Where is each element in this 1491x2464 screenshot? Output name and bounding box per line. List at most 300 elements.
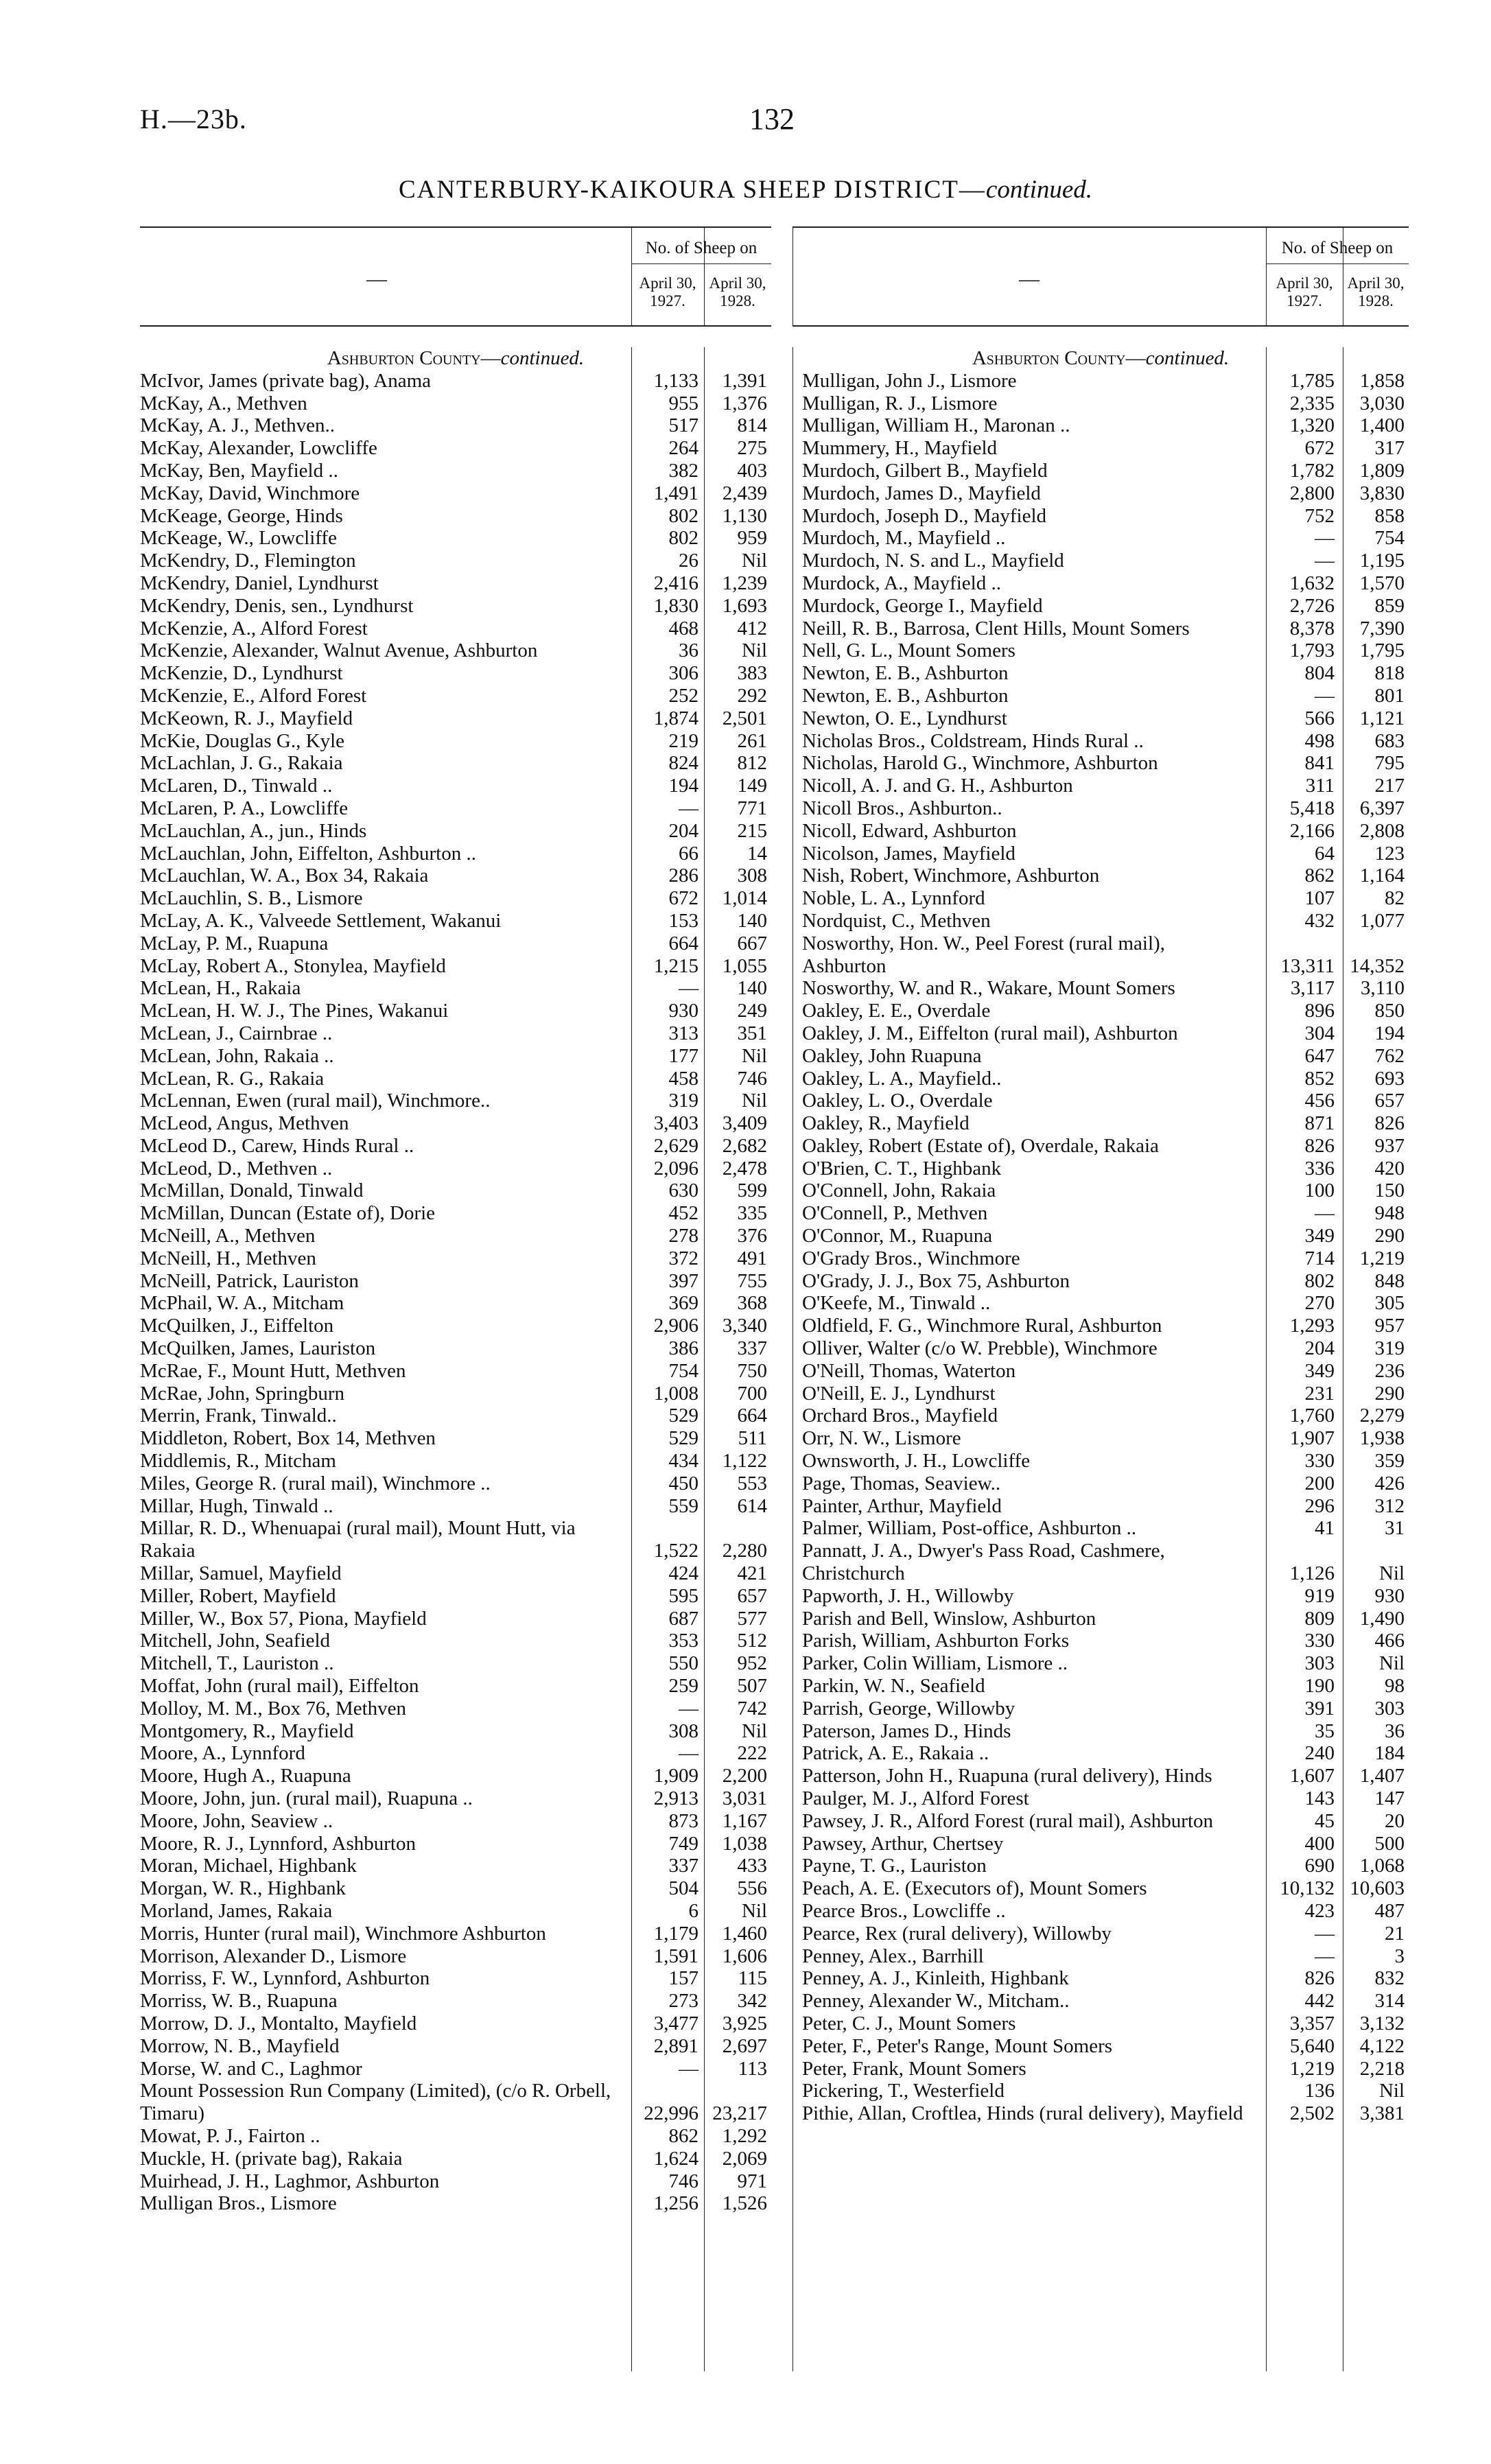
table-row (140, 2170, 771, 2193)
owner-name: McKendry, Denis, sen., Lyndhurst (140, 595, 627, 618)
sheep-1927: 1,785 (1289, 369, 1335, 392)
owner-name: McPhail, W. A., Mitcham (140, 1292, 627, 1315)
sheep-1927: 349 (1304, 1359, 1335, 1382)
owner-name: Moffat, John (rural mail), Eiffelton (140, 1675, 627, 1698)
owner-name: Orchard Bros., Mayfield (802, 1405, 1259, 1427)
owner-name: Nish, Robert, Winchmore, Ashburton (802, 865, 1259, 887)
owner-name: Moore, Hugh A., Ruapuna (140, 1765, 627, 1787)
table-row (802, 662, 1409, 685)
owner-name: Noble, L. A., Lynnford (802, 887, 1259, 910)
table-row (802, 820, 1409, 843)
table-row (802, 1068, 1409, 1090)
sheep-1927: 450 (668, 1472, 698, 1494)
table-row (802, 595, 1409, 618)
sheep-1927: 1,607 (1289, 1765, 1335, 1787)
table-row (140, 1923, 771, 1945)
sheep-1928: Nil (1378, 1562, 1405, 1585)
sheep-1928: 512 (737, 1630, 767, 1652)
owner-name: Middlemis, R., Mitcham (140, 1450, 627, 1472)
owner-name: Nicholas, Harold G., Winchmore, Ashburton (802, 752, 1259, 775)
sheep-1928: 1,391 (722, 369, 767, 392)
owner-name: Oakley, J. M., Eiffelton (rural mail), Ashburton (802, 1022, 1259, 1045)
table-row (802, 1652, 1409, 1675)
table-row (802, 1180, 1409, 1202)
owner-name: Oakley, R., Mayfield (802, 1112, 1259, 1135)
table-row (140, 977, 771, 1000)
table-row (802, 1112, 1409, 1135)
owner-name: Merrin, Frank, Tinwald.. (140, 1405, 627, 1427)
owner-name: McLeod, D., Methven .. (140, 1158, 627, 1180)
owner-name: Oakley, John Ruapuna (802, 1045, 1259, 1068)
sheep-1928: 746 (737, 1067, 767, 1090)
sheep-1927: 1,874 (653, 707, 698, 729)
sheep-1927: 434 (668, 1450, 698, 1472)
table-row (802, 1675, 1409, 1698)
owner-name: Pawsey, J. R., Alford Forest (rural mail), Ashburton (802, 1810, 1259, 1833)
sheep-1928: 511 (738, 1427, 767, 1450)
table-row (140, 595, 771, 618)
owner-name: McLean, John, Rakaia .. (140, 1045, 627, 1068)
sheep-1927: 826 (1304, 1967, 1335, 1990)
table-row (140, 505, 771, 528)
owner-name: Parish, William, Ashburton Forks (802, 1630, 1259, 1652)
sheep-1927: 1,522 (653, 1540, 698, 1562)
header-dash: — (366, 268, 387, 290)
sheep-1927: 1,760 (1289, 1405, 1335, 1427)
owner-name: Oakley, Robert (Estate of), Overdale, Rakaia (802, 1135, 1259, 1158)
sheep-1927: 397 (668, 1269, 698, 1292)
owner-name: Millar, Samuel, Mayfield (140, 1562, 627, 1585)
header-col-1927: April 30, 1927. (1276, 274, 1333, 309)
sheep-1927: 3,477 (653, 2012, 698, 2034)
table-row (802, 1855, 1409, 1877)
sheep-1928: 959 (737, 527, 767, 550)
sheep-1928: 693 (1374, 1067, 1405, 1090)
sheep-1928: 2,439 (722, 482, 767, 504)
owner-name: McLaren, D., Tinwald .. (140, 775, 627, 797)
table-row (802, 1540, 1409, 1585)
table-row (802, 707, 1409, 730)
sheep-1927: 826 (1304, 1134, 1335, 1157)
table-row (802, 1608, 1409, 1630)
owner-name: O'Neill, Thomas, Waterton (802, 1360, 1259, 1383)
table-row (802, 1810, 1409, 1833)
sheep-1928: 36 (1385, 1720, 1405, 1742)
owner-name: Newton, E. B., Ashburton (802, 685, 1259, 707)
table-row (140, 707, 771, 730)
sheep-1928: 2,218 (1359, 2057, 1405, 2080)
header-col-1928: April 30, 1928. (709, 274, 766, 309)
table-row (140, 1292, 771, 1315)
table-row (802, 1383, 1409, 1405)
table-row (140, 1112, 771, 1135)
sheep-1927: 873 (668, 1809, 698, 1832)
sheep-1928: 599 (737, 1180, 767, 1202)
table-row (140, 1765, 771, 1787)
table-row (802, 1158, 1409, 1180)
sheep-1928: 7,390 (1359, 617, 1405, 640)
table-row (802, 910, 1409, 932)
sheep-1927: 1,624 (653, 2147, 698, 2170)
sheep-1928: 750 (737, 1359, 767, 1382)
sheep-1927: 1,793 (1289, 640, 1335, 662)
table-row (802, 1990, 1409, 2013)
sheep-1927: — (679, 1742, 698, 1765)
table-row (140, 2125, 771, 2148)
right-table (793, 226, 1409, 2125)
table-row (802, 775, 1409, 797)
sheep-1928: 82 (1385, 887, 1405, 910)
sheep-1927: 41 (1315, 1517, 1335, 1540)
sheep-1928: 1,376 (722, 392, 767, 414)
sheep-1928: 3,409 (722, 1112, 767, 1135)
sheep-1927: 559 (668, 1494, 698, 1517)
owner-name: McLeod D., Carew, Hinds Rural .. (140, 1135, 627, 1158)
sheep-1927: 442 (1304, 1990, 1335, 2013)
owner-name: Moore, John, Seaview .. (140, 1810, 627, 1833)
table-row (140, 1315, 771, 1337)
table-row (140, 1787, 771, 1810)
sheep-1928: 818 (1374, 662, 1405, 685)
owner-name: O'Brien, C. T., Highbank (802, 1158, 1259, 1180)
owner-name: Murdoch, Gilbert B., Mayfield (802, 460, 1259, 482)
sheep-1928: 1,164 (1359, 865, 1405, 887)
table-row (140, 1360, 771, 1383)
header-group-label: No. of Sheep on (1281, 239, 1394, 257)
sheep-1927: 595 (668, 1584, 698, 1607)
sheep-1928: Nil (741, 550, 767, 572)
sheep-1927: 136 (1304, 2080, 1335, 2102)
owner-name: Molloy, M. M., Box 76, Methven (140, 1698, 627, 1720)
sheep-1927: 303 (1304, 1652, 1335, 1675)
table-row (140, 1270, 771, 1293)
sheep-1927: 423 (1304, 1899, 1335, 1922)
table-row (140, 1608, 771, 1630)
table-row (140, 1045, 771, 1068)
table-row (802, 797, 1409, 820)
owner-name: McKenzie, D., Lyndhurst (140, 662, 627, 685)
sheep-1928: 21 (1385, 1922, 1405, 1945)
sheep-1927: 456 (1304, 1090, 1335, 1112)
owner-name: McRae, John, Springburn (140, 1383, 627, 1405)
owner-name: Neill, R. B., Barrosa, Clent Hills, Mount Somers (802, 618, 1259, 640)
table-row (802, 482, 1409, 505)
sheep-1928: 3 (1394, 1945, 1405, 1967)
table-row (140, 2080, 771, 2125)
sheep-1927: 919 (1304, 1584, 1335, 1607)
owner-name: Murdoch, James D., Mayfield (802, 482, 1259, 505)
table-row (140, 1337, 771, 1360)
owner-name: Page, Thomas, Seaview.. (802, 1472, 1259, 1495)
sheep-1928: 952 (737, 1652, 767, 1675)
sheep-1927: 424 (668, 1562, 698, 1585)
owner-name: Newton, O. E., Lyndhurst (802, 707, 1259, 730)
owner-name: McLean, R. G., Rakaia (140, 1068, 627, 1090)
sheep-1928: 762 (1374, 1044, 1405, 1067)
owner-name: McIvor, James (private bag), Anama (140, 370, 627, 392)
owner-name: Orr, N. W., Lismore (802, 1427, 1259, 1450)
sheep-1927: 311 (1305, 775, 1335, 797)
sheep-1928: 368 (737, 1292, 767, 1315)
sheep-1927: 1,320 (1289, 414, 1335, 437)
table-row (802, 460, 1409, 482)
table-row (802, 392, 1409, 415)
table-row (140, 1158, 771, 1180)
sheep-1928: 123 (1374, 842, 1405, 865)
owner-name: Murdock, A., Mayfield .. (802, 572, 1259, 595)
sheep-1928: 1,795 (1359, 640, 1405, 662)
owner-name: McKenzie, A., Alford Forest (140, 618, 627, 640)
sheep-1927: 66 (679, 842, 698, 865)
table-row (140, 1855, 771, 1877)
table-row (140, 865, 771, 887)
sheep-1928: 3,381 (1359, 2102, 1405, 2125)
table-row (140, 662, 771, 685)
owner-name: McLay, Robert A., Stonylea, Mayfield (140, 955, 627, 978)
sheep-1927: 754 (668, 1359, 698, 1382)
sheep-1928: 657 (1374, 1090, 1405, 1112)
sheep-1928: 317 (1374, 437, 1405, 460)
sheep-1928: 553 (737, 1472, 767, 1494)
table-row (140, 1742, 771, 1765)
sheep-1928: 1,400 (1359, 414, 1405, 437)
sheep-1927: — (679, 797, 698, 819)
table-row (802, 2058, 1409, 2080)
table-row (140, 392, 771, 415)
table-row (140, 955, 771, 978)
sheep-1927: 2,800 (1289, 482, 1335, 504)
owner-name: Mitchell, John, Seafield (140, 1630, 627, 1652)
table-row (140, 1135, 771, 1158)
sheep-1928: 303 (1374, 1697, 1405, 1720)
owner-name: Palmer, William, Post-office, Ashburton .. (802, 1517, 1259, 1540)
sheep-1927: 647 (1304, 1044, 1335, 1067)
sheep-1928: 1,490 (1359, 1607, 1405, 1630)
owner-name: McKenzie, Alexander, Walnut Avenue, Ashburton (140, 640, 627, 662)
owner-name: Nosworthy, Hon. W., Peel Forest (rural mail), Ashburton (802, 932, 1165, 977)
sheep-1928: 826 (1374, 1112, 1405, 1135)
sheep-1927: 330 (1304, 1630, 1335, 1652)
sheep-1927: 386 (668, 1337, 698, 1360)
table-row (140, 1022, 771, 1045)
owner-name: O'Connell, P., Methven (802, 1202, 1259, 1225)
sheep-1927: 5,418 (1289, 797, 1335, 819)
sheep-1927: 529 (668, 1427, 698, 1450)
sheep-1927: 400 (1304, 1832, 1335, 1855)
table-row (140, 2013, 771, 2035)
owner-name: McKay, Alexander, Lowcliffe (140, 437, 627, 460)
owner-name: Mummery, H., Mayfield (802, 437, 1259, 460)
sheep-1928: 1,292 (722, 2124, 767, 2147)
sheep-1927: 5,640 (1289, 2034, 1335, 2057)
sheep-1928: 848 (1374, 1269, 1405, 1292)
sheep-1928: 795 (1374, 752, 1405, 775)
sheep-1928: 14,352 (1350, 954, 1405, 977)
owner-name: McNeill, H., Methven (140, 1247, 627, 1270)
sheep-1928: 1,077 (1359, 909, 1405, 932)
table-row (802, 1225, 1409, 1247)
sheep-1927: 22,996 (644, 2102, 698, 2125)
table-row (802, 1315, 1409, 1337)
sheep-1927: 824 (668, 752, 698, 775)
owner-name: Mulligan, John J., Lismore (802, 370, 1259, 392)
owner-name: Morrow, D. J., Montalto, Mayfield (140, 2013, 627, 2035)
table-row (802, 1405, 1409, 1427)
table-row (140, 1810, 771, 1833)
owner-name: McLauchlan, A., jun., Hinds (140, 820, 627, 843)
sheep-1928: 971 (737, 2170, 767, 2192)
sheep-1928: 3,031 (722, 1787, 767, 1809)
sheep-1927: 1,909 (653, 1765, 698, 1787)
sheep-1927: 1,782 (1289, 459, 1335, 482)
sheep-1928: 3,030 (1359, 392, 1405, 414)
owner-name: O'Connor, M., Ruapuna (802, 1225, 1259, 1247)
sheep-1927: 306 (668, 662, 698, 685)
owner-name: McLean, J., Cairnbrae .. (140, 1022, 627, 1045)
owner-name: McKeage, George, Hinds (140, 505, 627, 528)
sheep-1928: 1,460 (722, 1922, 767, 1945)
sheep-1927: 458 (668, 1067, 698, 1090)
sheep-1928: 1,526 (722, 2192, 767, 2215)
sheep-1928: 755 (737, 1269, 767, 1292)
owner-name: McNeill, A., Methven (140, 1225, 627, 1247)
table-row (802, 752, 1409, 775)
sheep-1927: 3,403 (653, 1112, 698, 1135)
owner-name: Middleton, Robert, Box 14, Methven (140, 1427, 627, 1450)
sheep-1928: 2,279 (1359, 1405, 1405, 1427)
table-row (140, 1472, 771, 1495)
sheep-1927: 3,357 (1289, 2012, 1335, 2034)
sheep-1927: 2,502 (1289, 2102, 1335, 2125)
sheep-1927: 382 (668, 459, 698, 482)
table-row (140, 1630, 771, 1652)
table-row (140, 1068, 771, 1090)
sheep-1928: 742 (737, 1697, 767, 1720)
owner-name: Muirhead, J. H., Laghmor, Ashburton (140, 2170, 627, 2193)
table-row (140, 640, 771, 662)
table-row (140, 1225, 771, 1247)
sheep-1927: 10,132 (1280, 1877, 1335, 1900)
sheep-1927: 337 (668, 1855, 698, 1877)
sheep-1927: 3,117 (1290, 977, 1335, 1000)
sheep-1927: 550 (668, 1652, 698, 1675)
owner-name: Mount Possession Run Company (Limited), (c/o R. Orbell, Timaru) (140, 2080, 611, 2125)
sheep-1928: 113 (738, 2057, 767, 2080)
sheep-1927: 1,179 (653, 1922, 698, 1945)
table-row (140, 1202, 771, 1225)
owner-name: McLauchlan, W. A., Box 34, Rakaia (140, 865, 627, 887)
table-row (802, 572, 1409, 595)
sheep-1928: 3,110 (1360, 977, 1405, 1000)
sheep-1927: 1,126 (1289, 1562, 1335, 1585)
owner-name: Oldfield, F. G., Winchmore Rural, Ashburton (802, 1315, 1259, 1337)
sheep-1928: 1,122 (722, 1450, 767, 1472)
owner-name: Moore, R. J., Lynnford, Ashburton (140, 1833, 627, 1855)
owner-name: McKay, A. J., Methven.. (140, 414, 627, 437)
owner-name: McLean, H., Rakaia (140, 977, 627, 1000)
sheep-1928: 2,682 (722, 1134, 767, 1157)
table-row (140, 1877, 771, 1900)
sheep-1927: 809 (1304, 1607, 1335, 1630)
table-row (802, 932, 1409, 978)
sheep-1928: 292 (737, 684, 767, 707)
table-row (802, 1135, 1409, 1158)
sheep-1928: 500 (1374, 1832, 1405, 1855)
owner-name: Nordquist, C., Methven (802, 910, 1259, 932)
sheep-1928: 412 (737, 617, 767, 640)
sheep-1928: 1,570 (1359, 572, 1405, 594)
sheep-1927: 630 (668, 1180, 698, 1202)
sheep-1927: 369 (668, 1292, 698, 1315)
sheep-1928: 556 (737, 1877, 767, 1900)
table-row (802, 1900, 1409, 1923)
sheep-1927: 1,907 (1289, 1427, 1335, 1450)
sheep-1928: 305 (1374, 1292, 1405, 1315)
sheep-1928: 150 (1374, 1180, 1405, 1202)
section-heading: Ashburton County—continued. (972, 347, 1230, 369)
table-row (802, 1877, 1409, 1900)
sheep-1927: 64 (1315, 842, 1335, 865)
owner-name: O'Grady Bros., Winchmore (802, 1247, 1259, 1270)
sheep-1928: 771 (737, 797, 767, 819)
owner-name: Peter, Frank, Mount Somers (802, 2058, 1259, 2080)
table-row (140, 1495, 771, 1518)
sheep-1928: 421 (737, 1562, 767, 1585)
sheep-1928: 261 (737, 729, 767, 752)
owner-name: Mowat, P. J., Fairton .. (140, 2125, 627, 2148)
sheep-1928: 14 (747, 842, 767, 865)
sheep-1927: 286 (668, 865, 698, 887)
table-row (140, 1720, 771, 1743)
owner-name: Penney, Alexander W., Mitcham.. (802, 1990, 1259, 2013)
owner-name: McLean, H. W. J., The Pines, Wakanui (140, 1000, 627, 1022)
sheep-1927: 313 (668, 1022, 698, 1044)
owner-name: Pawsey, Arthur, Chertsey (802, 1833, 1259, 1855)
sheep-1928: 1,195 (1359, 550, 1405, 572)
table-row (140, 685, 771, 707)
sheep-1927: 194 (668, 775, 698, 797)
sheep-1927: 157 (668, 1967, 698, 1990)
sheep-1927: 802 (1304, 1269, 1335, 1292)
table-row (802, 730, 1409, 753)
sheep-1928: Nil (741, 1720, 767, 1742)
sheep-1927: 664 (668, 932, 698, 954)
sheep-1928: 383 (737, 662, 767, 685)
owner-name: Murdoch, M., Mayfield .. (802, 527, 1259, 550)
sheep-1928: 335 (737, 1202, 767, 1225)
sheep-1927: 270 (1304, 1292, 1335, 1315)
table-row (140, 932, 771, 955)
table-row (140, 1585, 771, 1608)
header-group-label: No. of Sheep on (645, 239, 758, 257)
owner-name: Montgomery, R., Mayfield (140, 1720, 627, 1743)
sheep-1927: 200 (1304, 1472, 1335, 1494)
sheep-1927: 841 (1304, 752, 1335, 775)
sheep-1927: 1,591 (653, 1945, 698, 1967)
table-row (140, 2148, 771, 2170)
owner-name: Mulligan Bros., Lismore (140, 2192, 627, 2215)
table-row (140, 1180, 771, 1202)
sheep-1928: 3,340 (722, 1315, 767, 1337)
sheep-1928: 31 (1385, 1517, 1405, 1540)
sheep-1928: 140 (737, 909, 767, 932)
sheep-1927: 2,629 (653, 1134, 698, 1157)
page-title: CANTERBURY-KAIKOURA SHEEP DISTRICT—continued. (398, 176, 1093, 204)
sheep-1927: 353 (668, 1630, 698, 1652)
sheep-1928: 312 (1374, 1494, 1405, 1517)
table-row (140, 572, 771, 595)
table-row (802, 843, 1409, 865)
